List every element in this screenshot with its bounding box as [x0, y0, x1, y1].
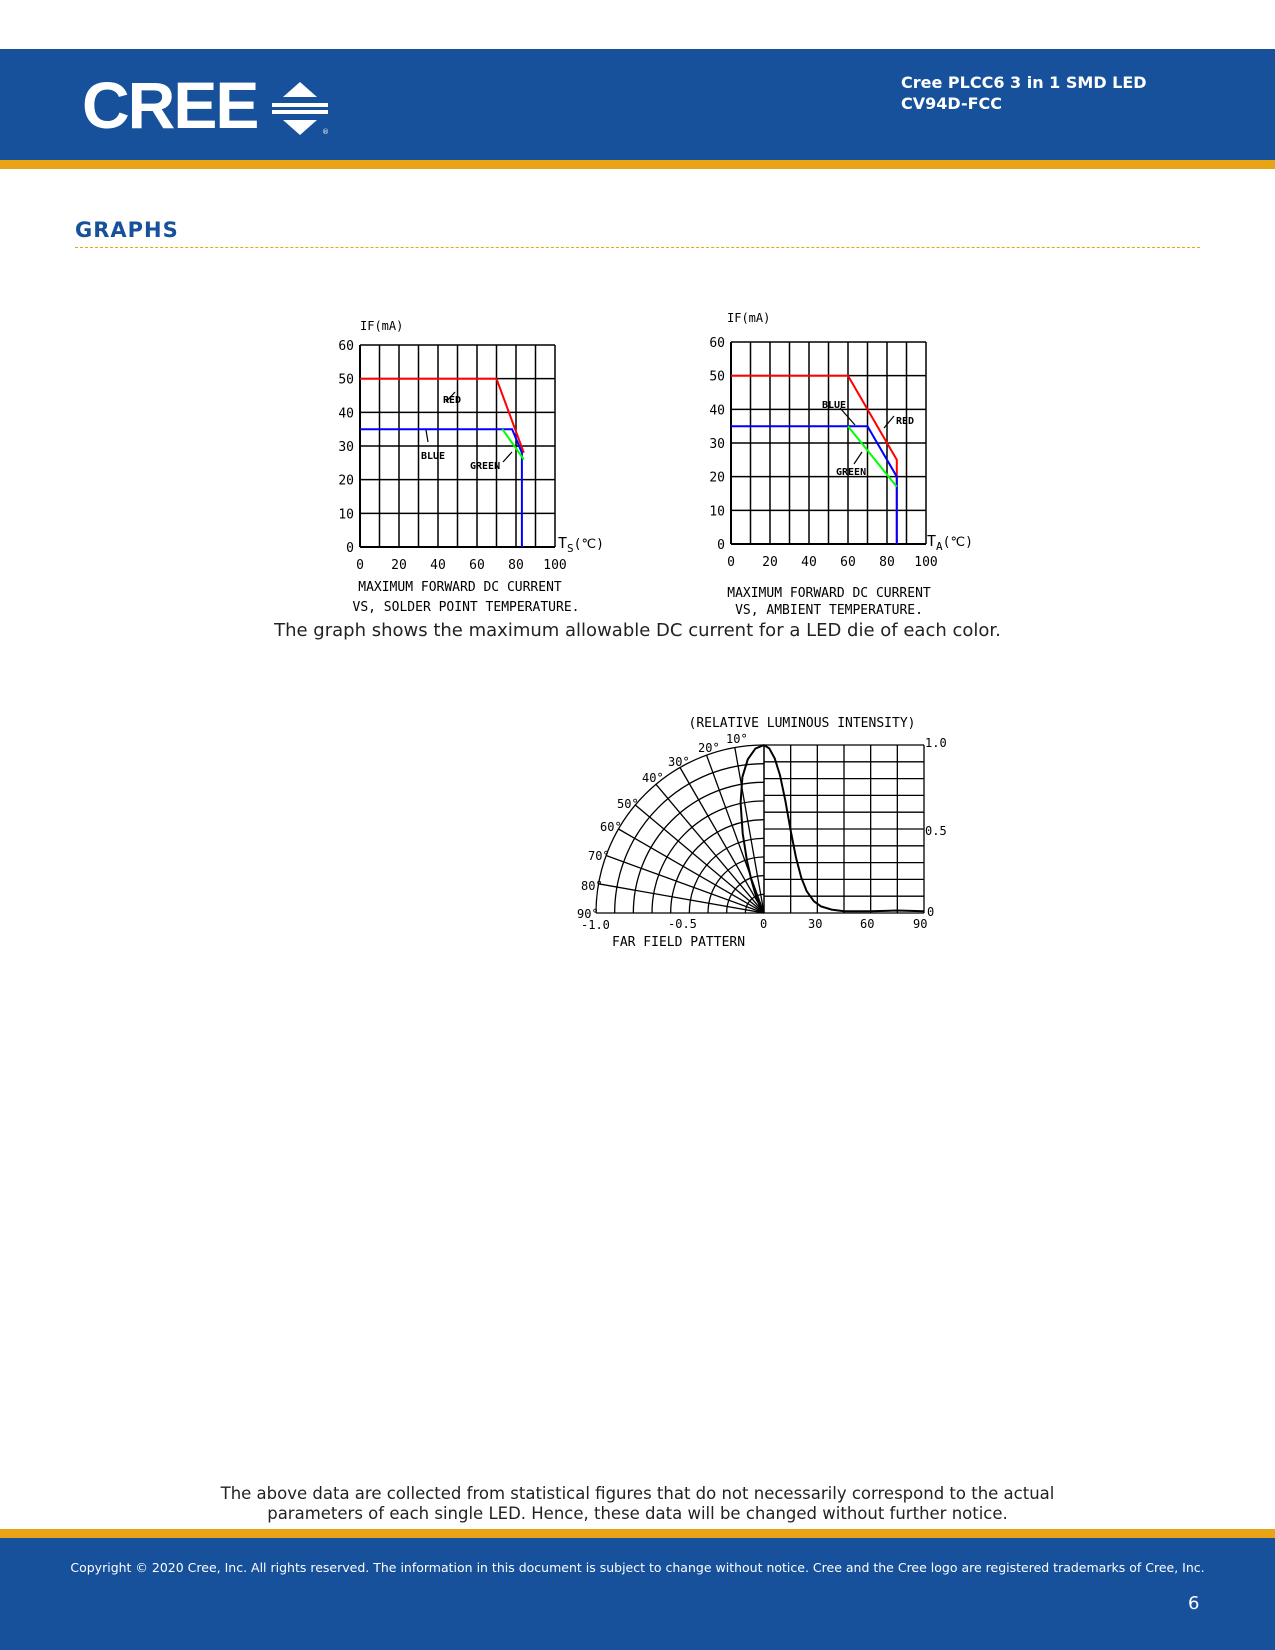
- legend-label-red: RED: [896, 416, 915, 427]
- page-footer: [0, 1538, 1275, 1650]
- y-tick-0: 0: [927, 905, 935, 919]
- chart-forward-current-vs-solder-temp: [320, 310, 620, 620]
- angle-label-10: 10°: [726, 732, 748, 746]
- chart-title-line-2: VS, AMBIENT TEMPERATURE.: [735, 603, 923, 618]
- chart-series: [731, 376, 897, 544]
- data-disclaimer: [0, 1484, 1275, 1524]
- y-tick-label: 60: [338, 339, 354, 354]
- disclaimer-line-2: parameters of each single LED. Hence, these data will be changed without further notice.: [267, 1504, 1008, 1523]
- x-tick-label: 100: [914, 555, 938, 570]
- x-tick-30: 30: [808, 917, 823, 931]
- angle-label-60: 60°: [600, 820, 622, 834]
- y-axis-label: IF(mA): [727, 311, 771, 325]
- x-tick-label: 60: [469, 558, 485, 573]
- y-tick-1-0: 1.0: [925, 736, 947, 750]
- y-tick-label: 10: [338, 507, 354, 523]
- series-line-blue: [731, 426, 897, 544]
- angle-label-50: 50°: [617, 797, 639, 811]
- page-number: 6: [1188, 1593, 1200, 1614]
- x-tick-90: 90: [913, 917, 928, 931]
- y-tick-label: 30: [338, 440, 354, 455]
- x-tick-label: 60: [840, 555, 856, 570]
- legend-label-green: GREEN: [836, 467, 867, 478]
- y-tick-label: 0: [717, 538, 725, 553]
- x-tick-label: 0: [356, 558, 364, 573]
- x-tick-label: 80: [879, 555, 895, 570]
- angle-label-80: 80°: [581, 879, 603, 893]
- y-tick-label: 0: [346, 541, 354, 556]
- angle-label-20: 20°: [698, 741, 720, 755]
- x-tick-neg-0-5: -0.5: [668, 917, 697, 931]
- chart-title-line-1: MAXIMUM FORWARD DC CURRENT: [727, 586, 931, 601]
- x-tick-neg-1: -1.0: [581, 918, 610, 932]
- graph-caption: The graph shows the maximum allowable DC current for a LED die of each color.: [274, 620, 1001, 641]
- product-name: Cree PLCC6 3 in 1 SMD LED: [901, 73, 1147, 92]
- angle-label-70: 70°: [588, 849, 610, 863]
- angle-label-90: 90°: [577, 907, 599, 921]
- y-tick-0-5: 0.5: [925, 824, 947, 838]
- y-tick-label: 20: [709, 470, 725, 486]
- angle-label-40: 40°: [642, 771, 664, 785]
- y-tick-label: 60: [709, 336, 725, 351]
- legend-label-green: GREEN: [470, 461, 501, 472]
- y-tick-label: 30: [709, 437, 725, 452]
- x-tick-label: 40: [430, 558, 446, 573]
- x-tick-label: 20: [762, 555, 778, 570]
- y-tick-label: 10: [709, 504, 725, 520]
- copyright-notice: Copyright © 2020 Cree, Inc. All rights reserved. The information in this document is subject to change without notice. Cree and the Cree logo are registered trademarks of Cree, Inc.: [70, 1560, 1205, 1575]
- x-axis-label: $T_S(℃)$: [558, 534, 604, 555]
- curve-polar: [741, 745, 764, 913]
- angle-label-30: 30°: [668, 755, 690, 769]
- x-tick-60: 60: [860, 917, 875, 931]
- legend-label-blue: BLUE: [822, 400, 847, 411]
- rect-grid: [764, 745, 924, 913]
- series-line-blue: [360, 429, 522, 547]
- chart-title: (RELATIVE LUMINOUS INTENSITY): [688, 716, 916, 731]
- x-axis-label: FAR FIELD PATTERN: [612, 935, 746, 950]
- footer-accent-rule: [0, 1529, 1275, 1538]
- y-axis-label: IF(mA): [360, 319, 404, 333]
- product-title: [901, 72, 1147, 114]
- chart-grid: [360, 345, 555, 547]
- chart-far-field-pattern: [570, 705, 947, 955]
- y-tick-label: 40: [338, 406, 354, 422]
- header-accent-rule: [0, 160, 1275, 169]
- x-tick-label: 80: [508, 558, 524, 573]
- y-tick-label: 40: [709, 403, 725, 419]
- chart-title-line-1: MAXIMUM FORWARD DC CURRENT: [358, 580, 562, 595]
- disclaimer-line-1: The above data are collected from statistical figures that do not necessarily correspond to the actual: [220, 1484, 1055, 1503]
- section-title: GRAPHS: [75, 218, 179, 242]
- svg-text:®: ®: [322, 128, 329, 136]
- cree-logo-mark-icon: [270, 80, 330, 136]
- x-tick-label: 100: [543, 558, 567, 573]
- y-tick-label: 50: [338, 372, 354, 388]
- x-tick-label: 40: [801, 555, 817, 570]
- cree-logo: [82, 68, 342, 142]
- logo-wordmark: CREE: [82, 68, 258, 142]
- part-number: CV94D-FCC: [901, 94, 1003, 113]
- y-tick-label: 20: [338, 473, 354, 489]
- y-tick-label: 50: [709, 369, 725, 385]
- series-line-red: [731, 376, 897, 544]
- legend-label-red: RED: [443, 395, 462, 406]
- chart-forward-current-vs-ambient-temp: [690, 305, 990, 620]
- legend-label-blue: BLUE: [421, 451, 446, 462]
- chart-title-line-2: VS, SOLDER POINT TEMPERATURE.: [352, 600, 580, 615]
- x-axis-label: $T_A(℃)$: [927, 532, 973, 553]
- x-tick-0: 0: [760, 917, 768, 931]
- x-tick-label: 20: [391, 558, 407, 573]
- section-divider: [75, 247, 1200, 248]
- x-tick-label: 0: [727, 555, 735, 570]
- series-line-red: [360, 379, 524, 453]
